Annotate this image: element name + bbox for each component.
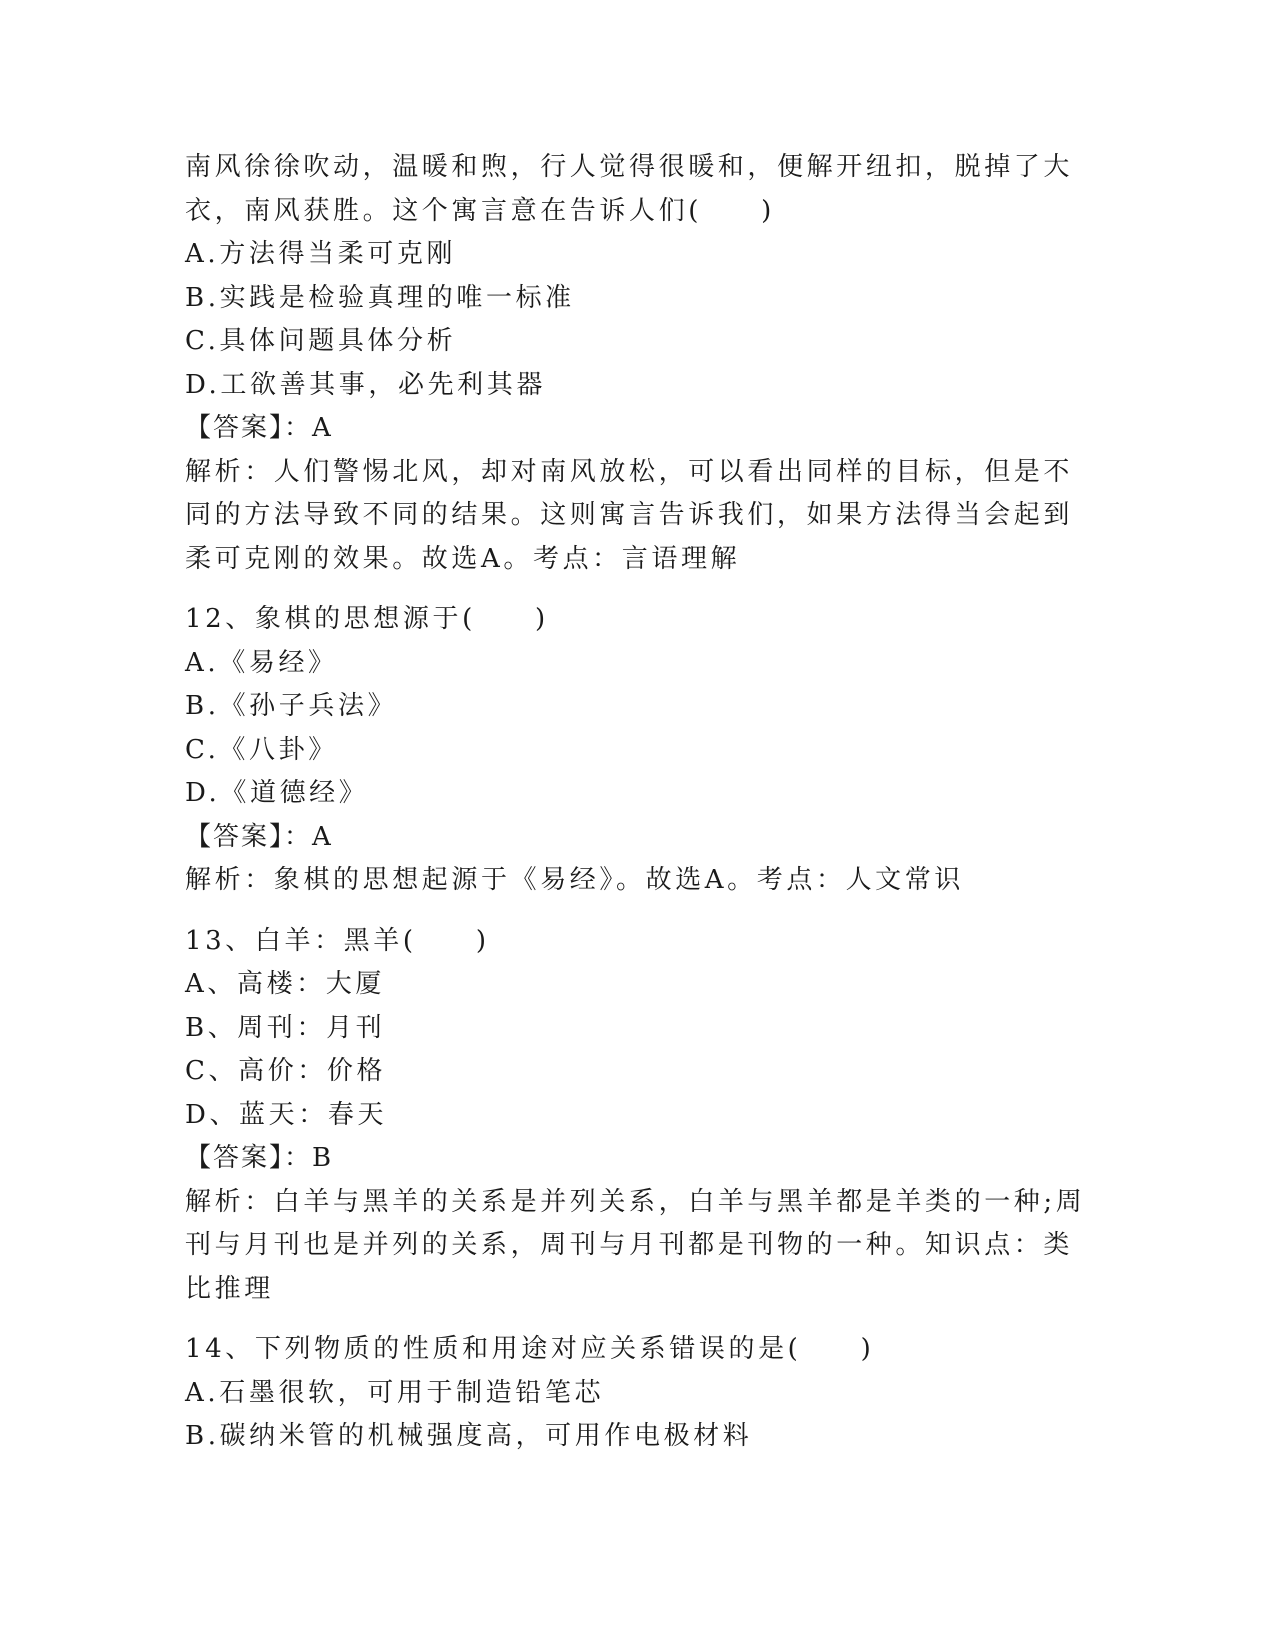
question-title: 13、白羊：黑羊( ): [185, 925, 490, 956]
question-block-13: [185, 920, 1085, 1312]
document-page: [185, 146, 1085, 1459]
question-title: 12、象棋的思想源于( ): [185, 604, 549, 634]
question-block-12: [185, 598, 1085, 903]
analysis-line: 柔可克刚的效果。故选A。考点：言语理解: [185, 543, 741, 574]
question-title: 14、下列物质的性质和用途对应关系错误的是( ): [185, 1334, 875, 1364]
answer-line: 【答案】：B: [185, 1143, 334, 1173]
option-d: D.《道德经》: [185, 778, 369, 808]
question-block-11: [185, 146, 1085, 581]
option-b: B.实践是检验真理的唯一标准: [185, 282, 575, 313]
block-spacer: [185, 581, 1085, 598]
block-spacer: [185, 1311, 1085, 1328]
analysis-line: 同的方法导致不同的结果。这则寓言告诉我们，如果方法得当会起到: [185, 500, 1074, 530]
option-c: C.《八卦》: [185, 734, 338, 765]
option-b: B.碳纳米管的机械强度高，可用作电极材料: [185, 1421, 753, 1451]
option-a: A.《易经》: [185, 647, 338, 678]
option-a: A.石墨很软，可用于制造铅笔芯: [185, 1377, 605, 1408]
analysis-line: 解析：白羊与黑羊的关系是并列关系，白羊与黑羊都是羊类的一种;周: [185, 1186, 1086, 1217]
option-c: C、高价：价格: [185, 1056, 387, 1086]
option-a: A.方法得当柔可克刚: [185, 239, 457, 269]
question-text-line: 南风徐徐吹动，温暖和煦，行人觉得很暖和，便解开纽扣，脱掉了大: [185, 152, 1074, 182]
question-text-line: 衣，南风获胜。这个寓言意在告诉人们( ): [185, 195, 775, 226]
option-c: C.具体问题具体分析: [185, 326, 457, 356]
option-d: D.工欲善其事，必先利其器: [185, 369, 546, 400]
question-block-14: [185, 1328, 1085, 1459]
answer-line: 【答案】：A: [185, 821, 333, 852]
option-a: A、高楼：大厦: [185, 969, 385, 999]
answer-line: 【答案】：A: [185, 413, 333, 443]
block-spacer: [185, 903, 1085, 920]
option-d: D、蓝天：春天: [185, 1099, 388, 1130]
analysis-line: 比推理: [185, 1273, 274, 1304]
analysis-line: 解析：人们警惕北风，却对南风放松，可以看出同样的目标，但是不: [185, 456, 1074, 487]
option-b: B、周刊：月刊: [185, 1012, 386, 1043]
analysis-line: 解析：象棋的思想起源于《易经》。故选A。考点：人文常识: [185, 865, 964, 895]
analysis-line: 刊与月刊也是并列的关系，周刊与月刊都是刊物的一种。知识点：类: [185, 1230, 1074, 1260]
option-b: B.《孙子兵法》: [185, 691, 398, 721]
